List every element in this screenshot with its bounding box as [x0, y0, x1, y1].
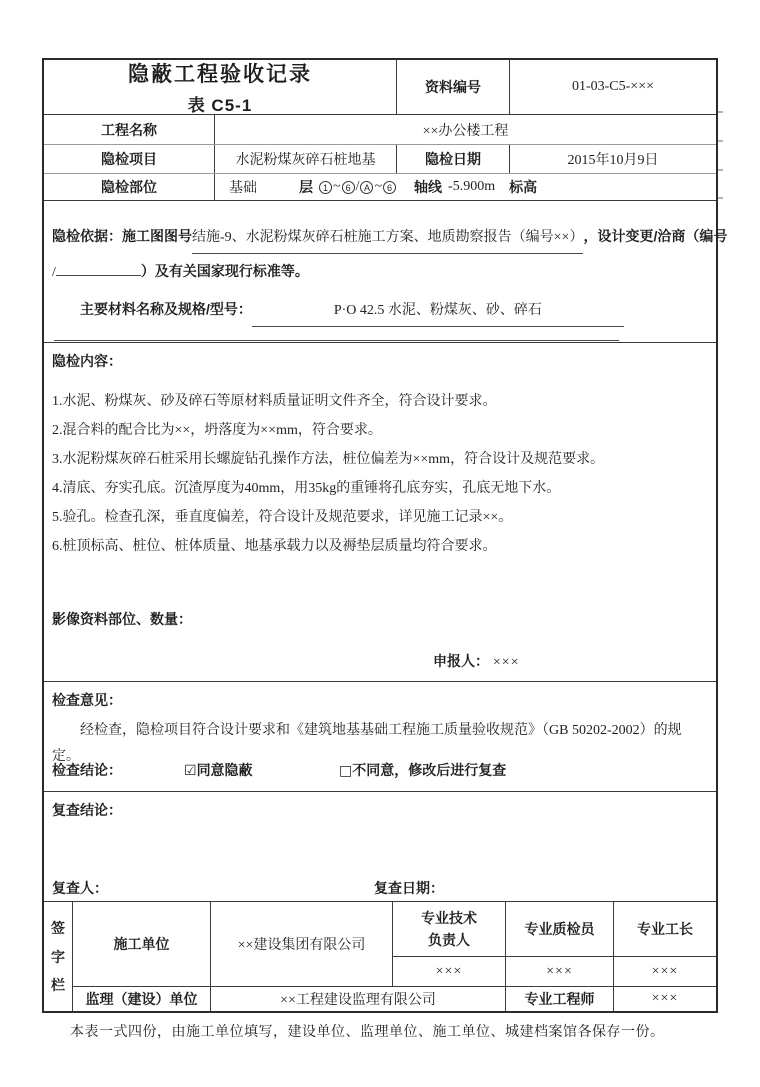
content-cell [44, 343, 716, 681]
applicant-label: 申报人： [433, 653, 489, 669]
agree-option [184, 760, 253, 780]
agree-text: 同意隐蔽 [196, 762, 253, 778]
content-row [44, 343, 716, 682]
circled-number-icon: 6 [383, 181, 396, 194]
media-label: 影像资料部位、数量： [52, 611, 192, 627]
part-label: 隐检部位 [44, 174, 215, 200]
recheck-cell [44, 792, 716, 901]
tech-head-label [393, 902, 505, 957]
material-line [52, 294, 731, 327]
material-label: 主要材料名称及规格/型号： [80, 301, 252, 317]
signature-table [44, 902, 716, 1011]
supervisor-value: ××工程建设监理有限公司 [211, 987, 506, 1011]
doc-no-value: 01-03-C5-××× [571, 79, 654, 94]
content-item-list [52, 387, 706, 561]
tilde-separator: ~ [333, 179, 341, 194]
circled-number-icon: 6 [342, 181, 355, 194]
doc-no-label: 资料编号 [397, 60, 510, 114]
engineer-signature: ××× [651, 991, 679, 1006]
part-value-cell [215, 174, 716, 200]
disagree-text: 不同意，修改后进行复查 [352, 762, 507, 778]
circled-number-icon: 1 [319, 181, 332, 194]
elevation-label: 标高 [509, 179, 538, 195]
item-row [44, 145, 716, 174]
builder-block [73, 902, 716, 987]
slash-separator: / [355, 179, 360, 194]
slash-mark: / [52, 265, 56, 280]
builder-value: ××建设集团有限公司 [211, 902, 393, 986]
item-label: 隐检项目 [44, 145, 215, 173]
recheck-conclusion-label: 复查结论： [52, 802, 122, 818]
disagree-option [339, 760, 506, 780]
foreman-signature: ××× [651, 963, 679, 979]
project-row [44, 115, 716, 145]
panel-char: 签 [51, 920, 65, 937]
applicant-value: ××× [492, 655, 520, 670]
applicant-line [433, 651, 520, 671]
recheck-date-label: 复查日期： [374, 880, 444, 896]
project-label: 工程名称 [44, 115, 215, 144]
floor-label: 层 [299, 179, 313, 195]
scan-artifact [718, 169, 723, 171]
scan-artifact [718, 197, 723, 199]
date-label: 隐检日期 [397, 145, 510, 173]
tech-head-label-line2: 负责人 [428, 932, 470, 948]
basis-filled-value: 结施-9、水泥粉煤灰碎石桩施工方案、地质勘察报告（编号××） [192, 223, 583, 254]
axis-label: 轴线 [414, 179, 443, 195]
conclusion-label: 检查结论： [52, 762, 122, 778]
opinion-row [44, 682, 716, 792]
basis-cell [44, 201, 741, 342]
panel-char: 栏 [51, 976, 65, 993]
basis-line2 [52, 256, 731, 288]
scan-artifact [718, 140, 723, 142]
footer-note: 本表一式四份，由施工单位填写，建设单位、监理单位、施工单位、城建档案馆各保存一份。 [70, 1025, 665, 1040]
panel-char: 字 [51, 948, 65, 965]
axis-range [319, 179, 396, 195]
qc-column [506, 902, 614, 986]
acceptance-record-form [42, 58, 728, 1013]
recheck-person-label: 复查人： [52, 880, 108, 896]
axis-value: -5.900m [448, 179, 496, 194]
content-label: 隐检内容： [52, 353, 122, 369]
content-item: 1.水泥、粉煤灰、砂及碎石等原材料质量证明文件齐全，符合设计要求。 [52, 394, 497, 409]
project-value: ××办公楼工程 [422, 123, 509, 139]
content-item: 2.混合料的配合比为××，坍落度为××mm，符合要求。 [52, 423, 382, 438]
content-item: 6.桩顶标高、桩位、桩体质量、地基承载力以及褥垫层质量均符合要求。 [52, 539, 497, 554]
basis-line1 [52, 221, 731, 254]
content-item: 4.清底、夯实孔底。沉渣厚度为40mm，用35kg的重锤将孔底夯实，孔底无地下水。 [52, 481, 561, 496]
basis-label: 隐检依据： [52, 228, 122, 244]
qc-signature: ××× [546, 963, 573, 979]
page-title: 隐蔽工程验收记录 [128, 63, 312, 86]
basis-rest-label: ）及有关国家现行标准等。 [140, 263, 309, 279]
supervisor-block [73, 987, 716, 1011]
blank-underline [56, 258, 141, 276]
qc-label: 专业质检员 [506, 902, 613, 957]
item-value: 水泥粉煤灰碎石桩地基 [215, 145, 397, 173]
tech-head-column [393, 902, 506, 986]
engineer-label: 专业工程师 [506, 987, 614, 1011]
content-item: 5.验孔。检查孔深，垂直度偏差，符合设计及规范要求，详见施工记录××。 [52, 510, 513, 525]
opinion-text: 经检查，隐检项目符合设计要求和《建筑地基基础工程施工质量验收规范》（GB 50202-2002）的规定。 [52, 723, 682, 764]
unchecked-checkbox-icon[interactable]: □ [339, 763, 353, 779]
recheck-row [44, 792, 716, 902]
builder-label: 施工单位 [73, 902, 211, 986]
blank-underline [54, 327, 619, 341]
date-value: 2015年10月9日 [567, 153, 659, 168]
part-value: 基础 [229, 181, 257, 196]
scan-artifact [718, 111, 723, 113]
tech-head-label-line1: 专业技术 [421, 910, 477, 926]
basis-prefix: 施工图图号 [122, 228, 192, 244]
tech-head-signature: ××× [435, 963, 463, 979]
opinion-cell [44, 682, 716, 791]
foreman-label: 专业工长 [614, 902, 716, 957]
circled-letter-icon: A [360, 181, 373, 194]
opinion-label: 检查意见： [52, 692, 122, 708]
content-item: 3.水泥粉煤灰碎石桩采用长螺旋钻孔操作方法，桩位偏差为××mm，符合设计及规范要求。 [52, 452, 605, 467]
basis-mid-label: ，设计变更/洽商（编号 [583, 228, 728, 244]
tilde-separator: ~ [374, 179, 383, 194]
part-row [44, 174, 716, 201]
form-title-cell [44, 60, 397, 114]
signature-panel-label [44, 902, 73, 1011]
signature-grid [73, 902, 716, 1011]
title-row [44, 60, 716, 115]
conclusion-line [52, 760, 702, 780]
foreman-column [614, 902, 716, 986]
checked-checkbox-icon[interactable]: ☑ [184, 763, 197, 779]
material-value: P·O 42.5 水泥、粉煤灰、砂、碎石 [252, 296, 624, 327]
supervisor-label: 监理（建设）单位 [73, 987, 211, 1011]
basis-row [44, 201, 728, 343]
form-number: 表 C5-1 [187, 96, 253, 115]
